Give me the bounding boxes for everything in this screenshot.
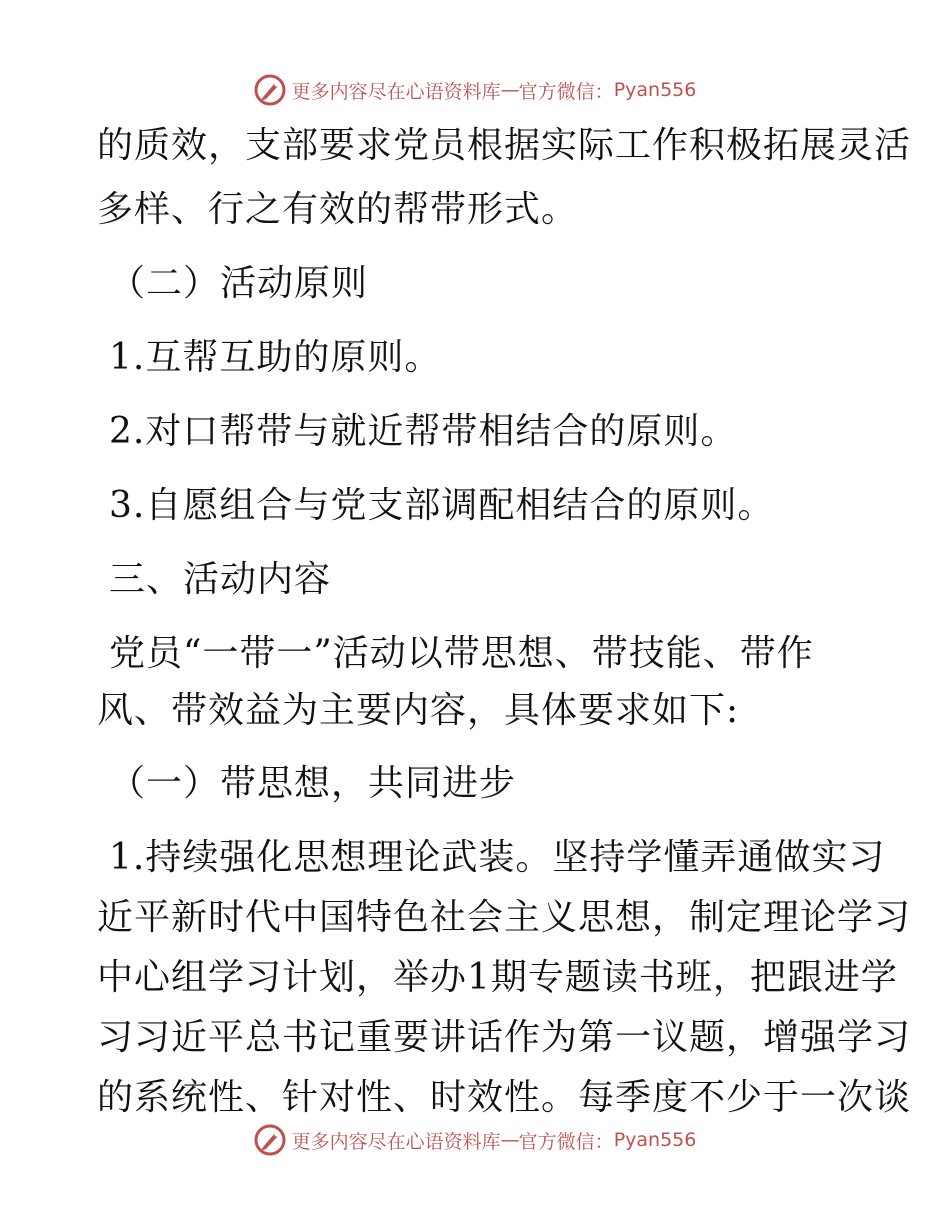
body-line: 风、带效益为主要内容，具体要求如下: <box>97 690 740 731</box>
document-body <box>97 118 912 1118</box>
list-item: 3.自愿组合与党支部调配相结合的原则。 <box>109 485 775 526</box>
body-line: 近平新时代中国特色社会主义思想，制定理论学习 <box>97 897 912 938</box>
watermark-tail: 官方微信： <box>518 80 614 103</box>
footer-watermark <box>0 1120 950 1160</box>
watermark-text: 更多内容尽在心语资料库 <box>291 1130 501 1153</box>
watermark-handle: Pyan556 <box>613 79 697 101</box>
watermark-text: 更多内容尽在心语资料库 <box>291 80 501 103</box>
watermark-tail: 官方微信： <box>518 1130 614 1153</box>
body-line: 党员“一带一”活动以带思想、带技能、带作 <box>109 633 814 674</box>
list-item: 1.互帮互助的原则。 <box>109 337 442 378</box>
body-line: 的系统性、针对性、时效性。每季度不少于一次谈 <box>97 1077 912 1118</box>
header-watermark <box>0 70 950 110</box>
body-line: 中心组学习计划，举办1期专题读书班，把跟进学 <box>97 957 898 998</box>
section-heading: （一）带思想，共同进步 <box>109 763 517 804</box>
pen-logo-icon <box>254 1124 286 1156</box>
section-heading: （二）活动原则 <box>109 263 369 304</box>
list-item: 2.对口帮带与就近帮带相结合的原则。 <box>109 411 738 452</box>
watermark-dash: — <box>500 1129 519 1151</box>
pen-logo-icon <box>254 74 286 106</box>
watermark-handle: Pyan556 <box>613 1129 697 1151</box>
watermark-dash: — <box>500 79 519 101</box>
body-line: 习习近平总书记重要讲话作为第一议题，增强学习 <box>97 1017 912 1058</box>
section-heading: 三、活动内容 <box>109 559 332 600</box>
body-line: 的质效，支部要求党员根据实际工作积极拓展灵活 <box>97 125 912 166</box>
list-item: 1.持续强化思想理论武装。坚持学懂弄通做实习 <box>109 837 886 878</box>
body-line: 多样、行之有效的帮带形式。 <box>97 189 579 230</box>
